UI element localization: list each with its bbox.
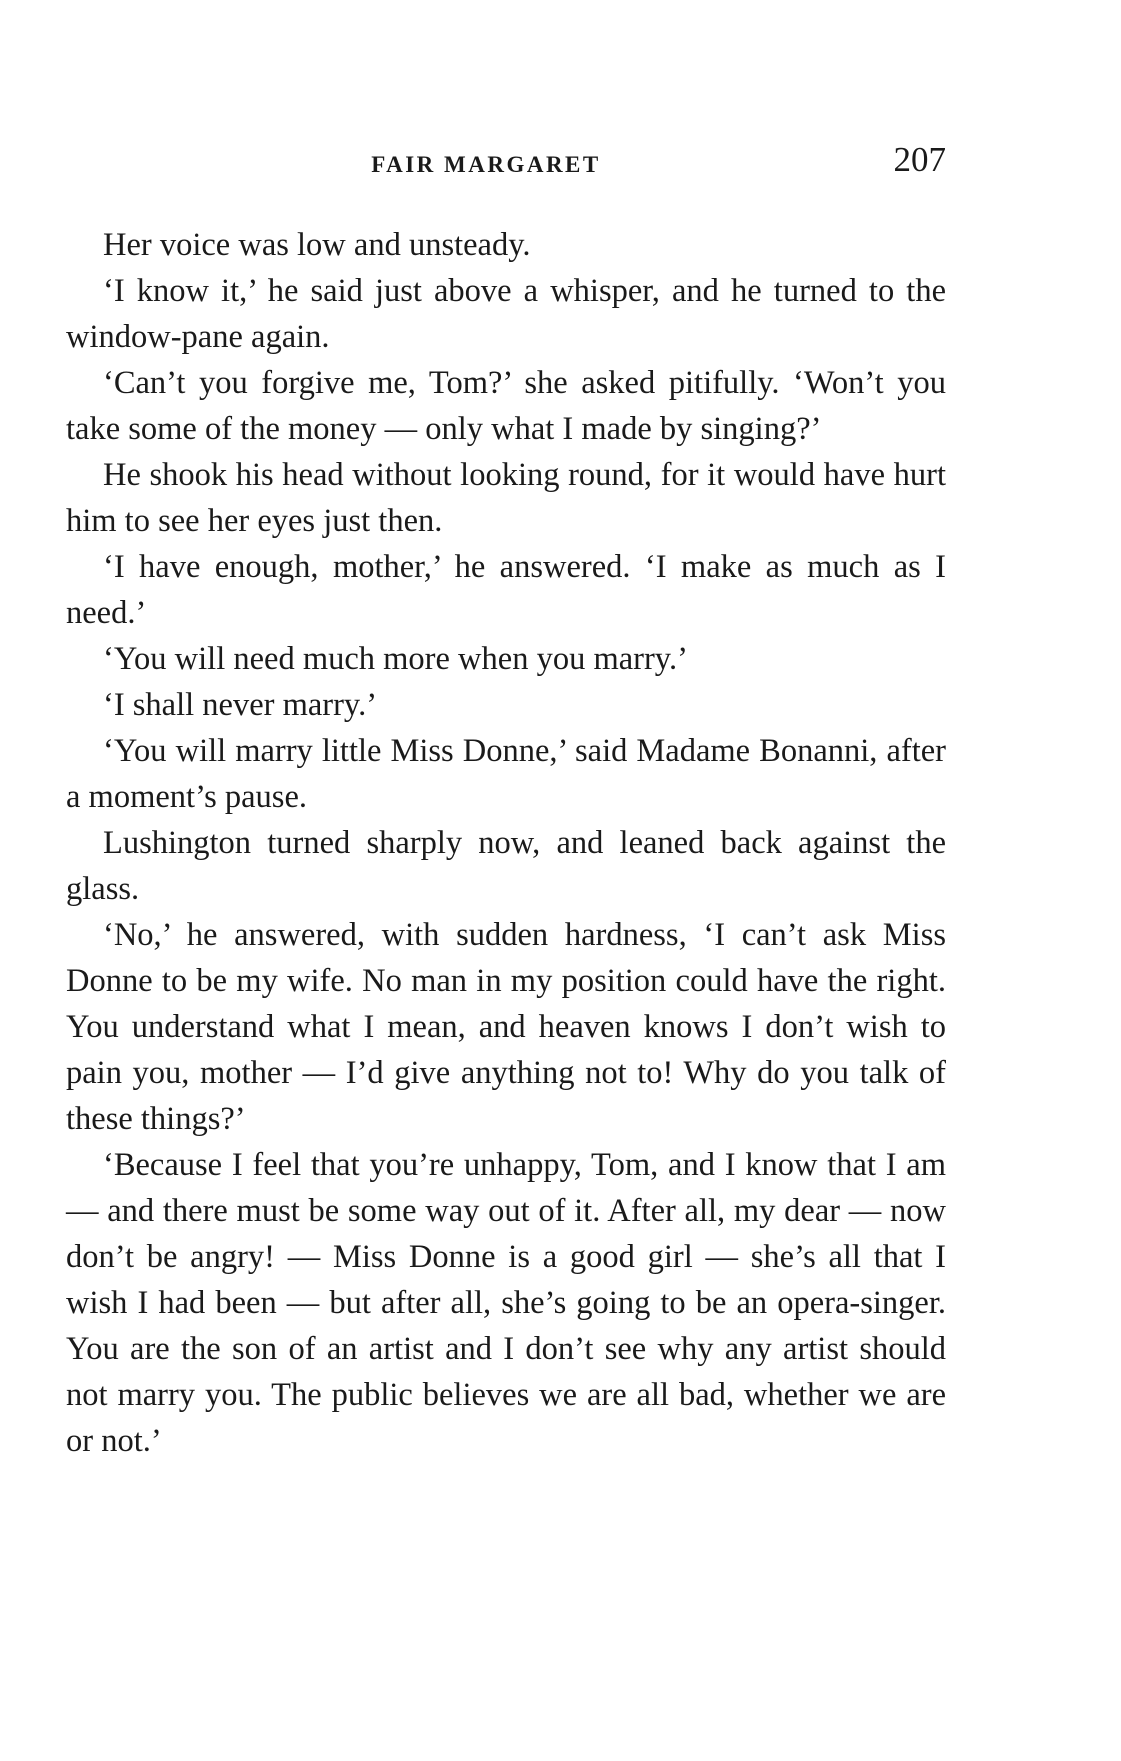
paragraph: ‘I know it,’ he said just above a whisper, and he turned to the window-pane again.	[66, 273, 946, 355]
running-title: FAIR MARGARET	[371, 152, 601, 177]
paragraph: ‘You will need much more when you marry.’	[103, 641, 688, 677]
paragraph: ‘You will marry little Miss Donne,’ said Madame Bonanni, after a moment’s pause.	[66, 733, 946, 815]
paragraph: Her voice was low and unsteady.	[103, 227, 531, 263]
paragraph: ‘I have enough, mother,’ he answered. ‘I make as much as I need.’	[66, 549, 946, 631]
body-text	[66, 222, 946, 1464]
paragraph: ‘Because I feel that you’re unhappy, Tom, and I know that I am — and there must be some way out of it. After all, my dear — now don’t be angry! — Miss Donne is a good girl — she’s all that I wish I had been — but after all, she’s going to be an opera-singer. You are the son of an artist and I don’t see why any artist should not marry you. The public believes we are all bad, whether we are or not.’	[66, 1147, 946, 1459]
paragraph: Lushington turned sharply now, and leaned back against the glass.	[66, 825, 946, 907]
paragraph: He shook his head without looking round, for it would have hurt him to see her eyes just then.	[66, 457, 946, 539]
page-number: 207	[893, 140, 946, 179]
running-head	[66, 140, 946, 190]
paragraph: ‘Can’t you forgive me, Tom?’ she asked pitifully. ‘Won’t you take some of the money — only what I made by singing?’	[66, 365, 946, 447]
paragraph: ‘No,’ he answered, with sudden hardness, ‘I can’t ask Miss Donne to be my wife. No man in my position could have the right. You understand what I mean, and heaven knows I don’t wish to pain you, mother — I’d give anything not to! Why do you talk of these things?’	[66, 917, 946, 1137]
paragraph: ‘I shall never marry.’	[103, 687, 378, 723]
